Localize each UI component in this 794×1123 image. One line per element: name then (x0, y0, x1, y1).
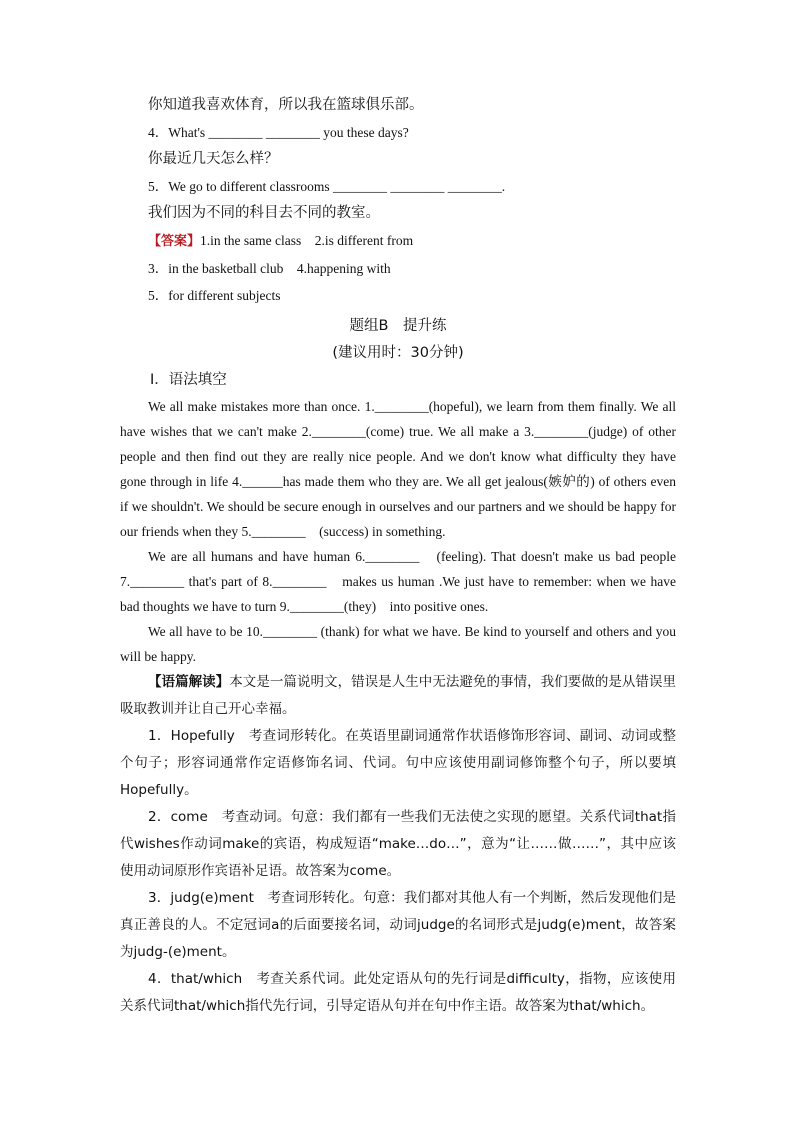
answer-line-2: 3．in the basketball club 4.happening with (148, 261, 391, 276)
analysis-item-2: 2．come 考查动词。句意：我们都有一些我们无法使之实现的愿望。关系代词that指代wishes作动词make的宾语，构成短语“make…do…”，意为“让……做……”，其中应该使用动词原形作宾语补足语。故答案为come。 (120, 809, 676, 879)
part-heading: Ⅰ．语法填空 (150, 372, 227, 388)
section-title: 题组B 提升练 (349, 318, 447, 334)
analysis-item-4: 4．that/which 考查关系代词。此处定语从句的先行词是difficulty，指物，应该使用关系代词that/which指代先行词，引导定语从句并在句中作主语。故答案为that/which。 (120, 971, 676, 1014)
analysis-tag: 【语篇解读】 (148, 674, 230, 690)
passage-paragraph-3: We all have to be 10.________ (thank) for what we have. Be kind to yourself and others and you will be happy. (120, 624, 676, 664)
translation-line-3: 你知道我喜欢体育，所以我在篮球俱乐部。 (148, 97, 424, 113)
document-page (120, 92, 676, 1020)
analysis-item-3: 3．judg(e)ment 考查词形转化。句意：我们都对其他人有一个判断，然后发现他们是真正善良的人。不定冠词a的后面要接名词，动词judge的名词形式是judg(e)ment，故答案为judg-(e)ment。 (120, 890, 676, 960)
analysis-intro-text: 本文是一篇说明文，错误是人生中无法避免的事情，我们要做的是从错误里吸取教训并让自己开心幸福。 (120, 674, 677, 717)
answer-line-1 (120, 227, 676, 255)
question-5: 5．We go to different classrooms ________ ________ ________. (148, 179, 506, 194)
translation-line-4: 你最近几天怎么样？ (148, 151, 279, 167)
answer-line-3: 5．for different subjects (148, 288, 281, 303)
answer-text-1: 1.in the same class 2.is different from (200, 233, 414, 248)
section-subtitle: (建议用时：30分钟) (332, 345, 464, 361)
analysis-intro (120, 669, 676, 723)
analysis-item-1: 1．Hopefully 考查词形转化。在英语里副词通常作状语修饰形容词、副词、动词或整个句子；形容词通常作定语修饰名词、代词。句中应该使用副词修饰整个句子，所以要填Hopefully。 (120, 728, 676, 798)
answer-tag: 【答案】 (148, 234, 201, 249)
passage-paragraph-2: We are all humans and have human 6.________ (feeling). That doesn't make us bad people 7.________ that's part of 8.________ makes us human .We just have to remember: when we have bad thoughts we have to turn 9.________(they) into positive ones. (120, 549, 676, 614)
translation-line-5: 我们因为不同的科目去不同的教室。 (148, 205, 380, 221)
question-4: 4．What's ________ ________ you these days? (148, 125, 409, 140)
passage-paragraph-1: We all make mistakes more than once. 1.________(hopeful), we learn from them finally. We all have wishes that we can't make 2.________(come) true. We all make a 3.________(judge) of other people and then find out they are really nice people. And we don't know what difficulty they have gone through in life 4.______has made them who they are. We all get jealous(嫉妒的) of others even if we shouldn't. We should be secure enough in ourselves and our partners and we should be happy for our friends when they 5.________ (success) in something. (120, 399, 676, 539)
